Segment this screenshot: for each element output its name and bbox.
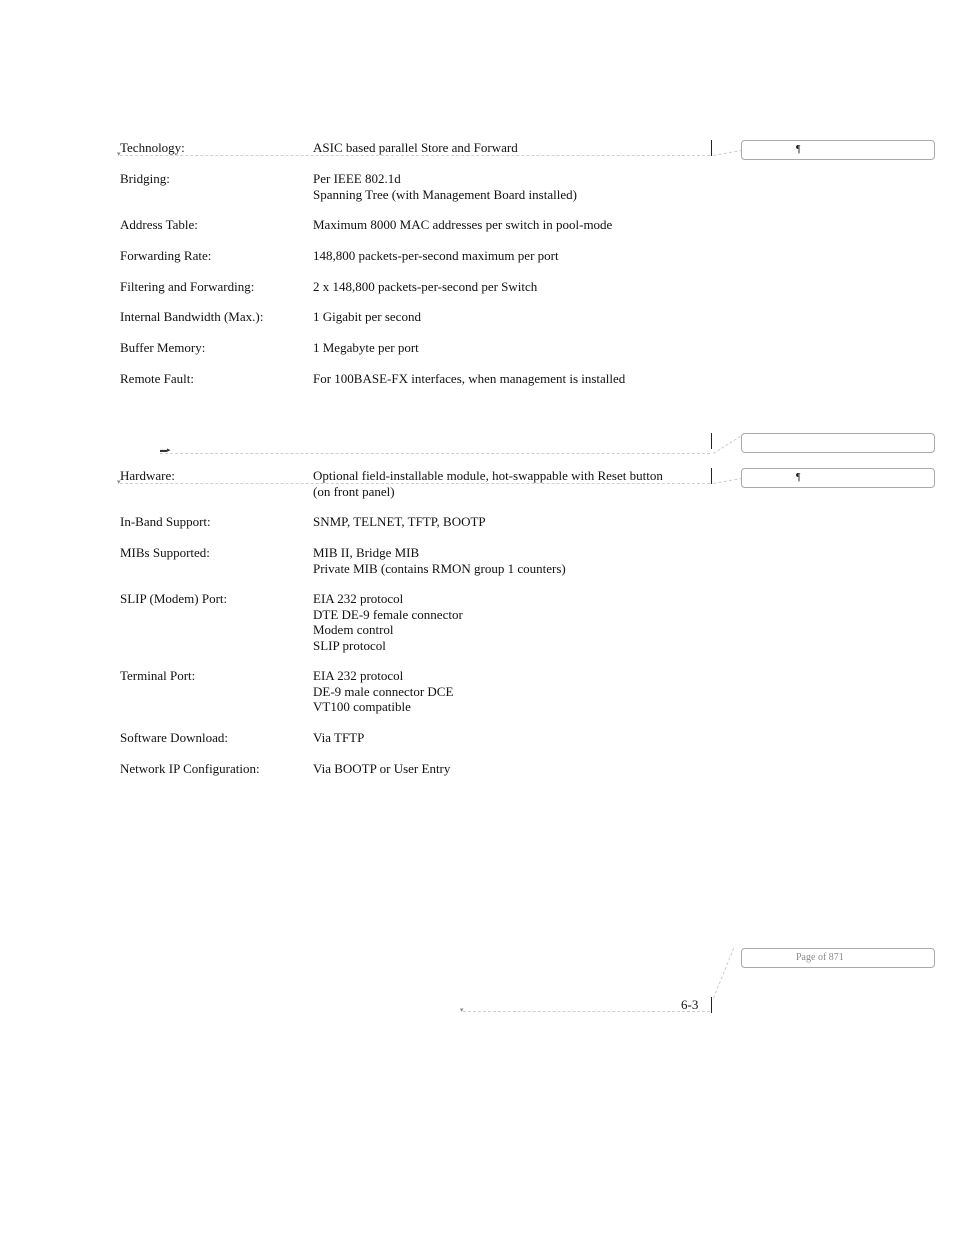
balloon-connector	[713, 150, 743, 156]
change-bar	[711, 140, 712, 156]
spec-label: Terminal Port:	[120, 668, 196, 683]
spec-value: Optional field-installable module, hot-swappable with Reset button (on front panel)	[313, 468, 663, 499]
spec-value: ASIC based parallel Store and Forward	[313, 140, 518, 155]
anchor-marker-icon: ▾	[117, 150, 121, 158]
change-bar	[711, 997, 712, 1013]
spec-label: Network IP Configuration:	[120, 761, 260, 776]
spec-value: EIA 232 protocol DTE DE-9 female connector Modem control SLIP protocol	[313, 591, 463, 653]
spec-value: For 100BASE-FX interfaces, when management is installed	[313, 371, 626, 386]
spec-value: 1 Megabyte per port	[313, 340, 419, 355]
insertion-marker-icon: ▬▸	[160, 446, 171, 454]
spec-label: Bridging:	[120, 171, 170, 186]
spec-value: Maximum 8000 MAC addresses per switch in pool-mode	[313, 217, 613, 232]
balloon-connector	[713, 436, 741, 454]
comment-balloon[interactable]	[741, 433, 935, 453]
page-count-balloon[interactable]	[741, 948, 935, 968]
spec-label: In-Band Support:	[120, 514, 211, 529]
spec-value: 2 x 148,800 packets-per-second per Switch	[313, 279, 538, 294]
change-bar	[711, 468, 712, 484]
spec-value: 148,800 packets-per-second maximum per port	[313, 248, 559, 263]
spec-label: MIBs Supported:	[120, 545, 210, 560]
spec-label: Technology:	[120, 140, 185, 155]
comment-balloon[interactable]	[741, 468, 935, 488]
balloon-connector	[713, 478, 743, 484]
pilcrow-icon: ¶	[796, 144, 801, 155]
pilcrow-icon: ¶	[796, 472, 801, 483]
spec-label: Forwarding Rate:	[120, 248, 212, 263]
comment-balloon[interactable]	[741, 140, 935, 160]
spec-label: Software Download:	[120, 730, 228, 745]
anchor-marker-icon: ▾	[460, 1006, 464, 1014]
page-number: 6-3	[681, 997, 699, 1012]
spec-label: Hardware:	[120, 468, 175, 483]
spec-value: EIA 232 protocol DE-9 male connector DCE VT100 compatible	[313, 668, 454, 714]
spec-value: Per IEEE 802.1d Spanning Tree (with Management Board installed)	[313, 171, 577, 202]
spec-label: SLIP (Modem) Port:	[120, 591, 228, 606]
spec-label: Filtering and Forwarding:	[120, 279, 255, 294]
spec-label: Buffer Memory:	[120, 340, 206, 355]
spec-value: MIB II, Bridge MIB Private MIB (contains RMON group 1 counters)	[313, 545, 566, 576]
spec-value: Via BOOTP or User Entry	[313, 761, 451, 776]
spec-label: Remote Fault:	[120, 371, 195, 386]
spec-label: Internal Bandwidth (Max.):	[120, 309, 264, 324]
revision-dashed-line	[120, 483, 710, 484]
balloon-connector	[713, 948, 734, 998]
spec-label: Address Table:	[120, 217, 198, 232]
revision-dashed-line	[120, 155, 710, 156]
spec-value: SNMP, TELNET, TFTP, BOOTP	[313, 514, 486, 529]
change-bar	[711, 433, 712, 449]
spec-value: Via TFTP	[313, 730, 365, 745]
spec-value: 1 Gigabit per second	[313, 309, 421, 324]
revision-dashed-line	[463, 1011, 710, 1012]
page-count-label: Page of 871	[796, 952, 844, 963]
anchor-marker-icon: ▾	[117, 478, 121, 486]
revision-dashed-line	[160, 453, 710, 454]
